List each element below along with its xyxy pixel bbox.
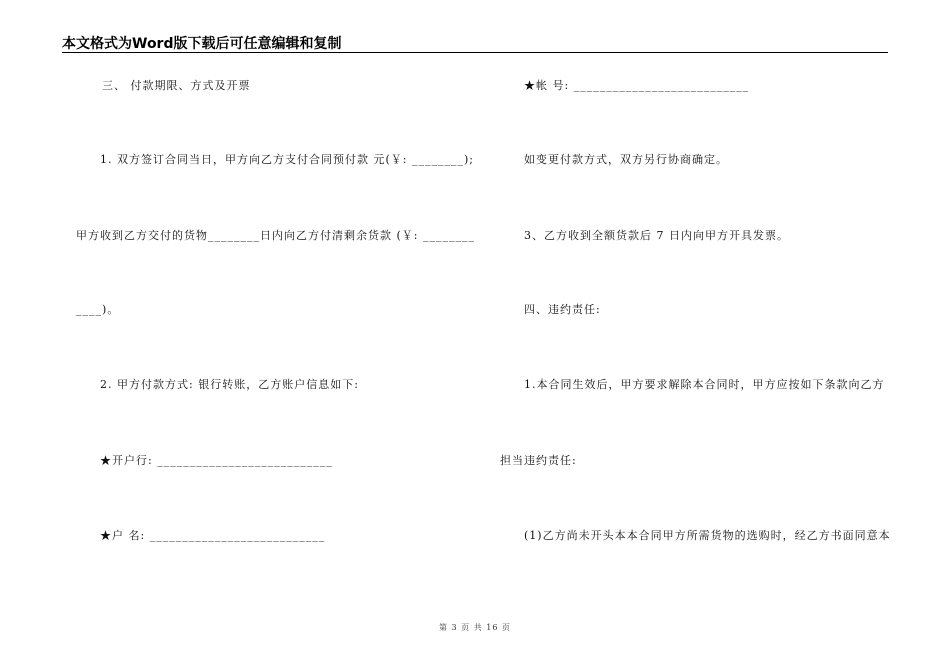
clause-payment-method: 2. 甲方付款方式: 银行转账，乙方账户信息如下:: [100, 378, 359, 391]
clause-remaining-payment: 甲方收到乙方交付的货物________日内向乙方付清剩余货款 (￥: ________: [76, 229, 475, 242]
right-column: [498, 0, 893, 672]
document-header-title: 本文格式为Word版下载后可任意编辑和复制: [62, 36, 342, 52]
section-heading-liability: 四、违约责任:: [524, 303, 601, 316]
section-heading-payment: 三、 付款期限、方式及开票: [102, 79, 251, 92]
clause-change-payment: 如变更付款方式，双方另行协商确定。: [524, 153, 728, 166]
clause-termination: 1.本合同生效后，甲方要求解除本合同时，甲方应按如下条款向乙方: [524, 378, 885, 391]
clause-remaining-payment-end: ____)。: [76, 303, 120, 316]
clause-invoice: 3、乙方收到全额货款后 7 日内向甲方开具发票。: [524, 229, 789, 242]
clause-prepayment: 1. 双方签订合同当日，甲方向乙方支付合同预付款 元(￥: ________);: [100, 153, 474, 166]
page-number: 第 3 页 共 16 页: [439, 623, 511, 632]
account-name-field: ★户 名: ___________________________: [100, 529, 326, 542]
bank-name-field: ★开户行: ___________________________: [100, 454, 333, 467]
account-number-field: ★帐 号: ___________________________: [524, 79, 750, 92]
clause-termination-cont: 担当违约责任:: [500, 454, 577, 467]
clause-sub-1: (1)乙方尚未开头本本合同甲方所需货物的选购时，经乙方书面同意本: [524, 529, 891, 542]
